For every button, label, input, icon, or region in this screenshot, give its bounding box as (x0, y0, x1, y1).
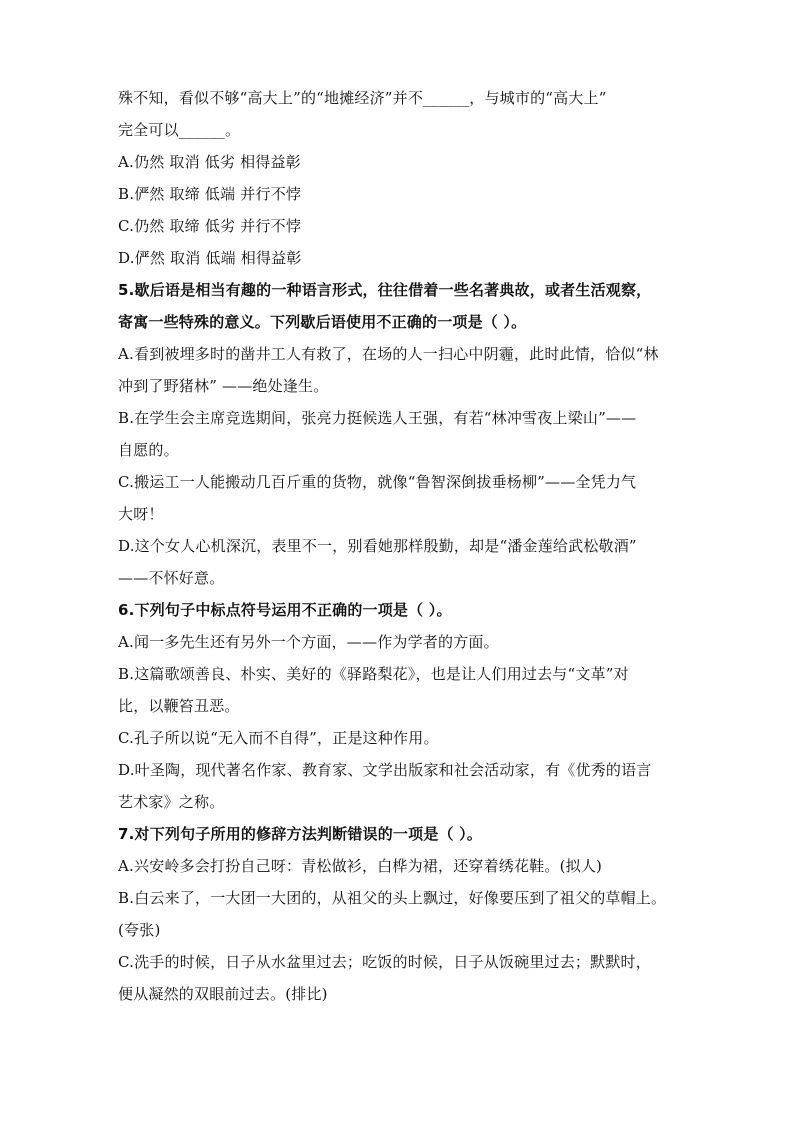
q7-option-b-line-1: B.白云来了，一大团一大团的，从祖父的头上飘过，好像要压到了祖父的草帽上。 (118, 889, 667, 907)
q6-option-c: C.孔子所以说“无入而不自得”，正是这种作用。 (118, 729, 439, 747)
q7-option-c-line-1: C.洗手的时候，日子从水盆里过去；吃饭的时候，日子从饭碗里过去；默默时， (118, 953, 651, 971)
q5-option-c-line-1: C.搬运工一人能搬动几百斤重的货物，就像“鲁智深倒拔垂杨柳”——全凭力气 (118, 473, 637, 491)
q7-option-c-line-2: 便从凝然的双眼前过去。(排比) (118, 985, 328, 1003)
q7-option-a: A.兴安岭多会打扮自己呀：青松做衫，白桦为裙，还穿着绣花鞋。(拟人) (118, 857, 603, 875)
q5-option-b-line-2: 自愿的。 (118, 441, 179, 459)
q4-option-a: A.仍然 取消 低劣 相得益彰 (118, 153, 301, 171)
q5-stem-line-1: 5.歇后语是相当有趣的一种语言形式，往往借着一些名著典故，或者生活观察， (118, 281, 652, 299)
q6-option-a: A.闻一多先生还有另外一个方面，——作为学者的方面。 (118, 633, 499, 651)
q6-option-b-line-2: 比，以鞭笞丑恶。 (118, 697, 240, 715)
q6-option-d-line-1: D.叶圣陶，现代著名作家、教育家、文学出版家和社会活动家，有《优秀的语言 (118, 761, 652, 779)
q7-option-b-line-2: (夸张) (118, 921, 161, 939)
q4-option-b: B.俨然 取缔 低端 并行不悖 (118, 185, 302, 203)
q5-option-a-line-1: A.看到被埋多时的凿井工人有救了，在场的人一扫心中阴霾，此时此情，恰似“林 (118, 345, 659, 363)
q6-option-d-line-2: 艺术家》之称。 (118, 793, 225, 811)
q6-option-b-line-1: B.这篇歌颂善良、朴实、美好的《驿路梨花》，也是让人们用过去与“文革”对 (118, 665, 629, 683)
q4-option-d: D.俨然 取消 低端 相得益彰 (118, 249, 302, 267)
q5-option-d-line-1: D.这个女人心机深沉，表里不一，别看她那样殷勤，却是“潘金莲给武松敬酒” (118, 537, 637, 555)
q5-stem-line-2: 寄寓一些特殊的意义。下列歇后语使用不正确的一项是（ ）。 (118, 313, 527, 331)
q6-stem: 6.下列句子中标点符号运用不正确的一项是（ ）。 (118, 601, 452, 619)
text-body (118, 82, 678, 1010)
q5-option-a-line-2: 冲到了野猪林” ——绝处逢生。 (118, 377, 329, 395)
q7-stem: 7.对下列句子所用的修辞方法判断错误的一项是（ ）。 (118, 825, 483, 843)
q5-option-b-line-1: B.在学生会主席竞选期间，张亮力挺候选人王强，有若“林冲雪夜上梁山”—— (118, 409, 637, 427)
q5-option-d-line-2: ——不怀好意。 (118, 569, 225, 587)
q4-option-c: C.仍然 取缔 低劣 并行不悖 (118, 217, 302, 235)
q5-option-c-line-2: 大呀！ (118, 505, 164, 523)
intro-line-1: 殊不知，看似不够“高大上”的“地摊经济”并不______，与城市的“高大上” (118, 89, 607, 107)
intro-line-2: 完全可以______。 (118, 121, 241, 139)
